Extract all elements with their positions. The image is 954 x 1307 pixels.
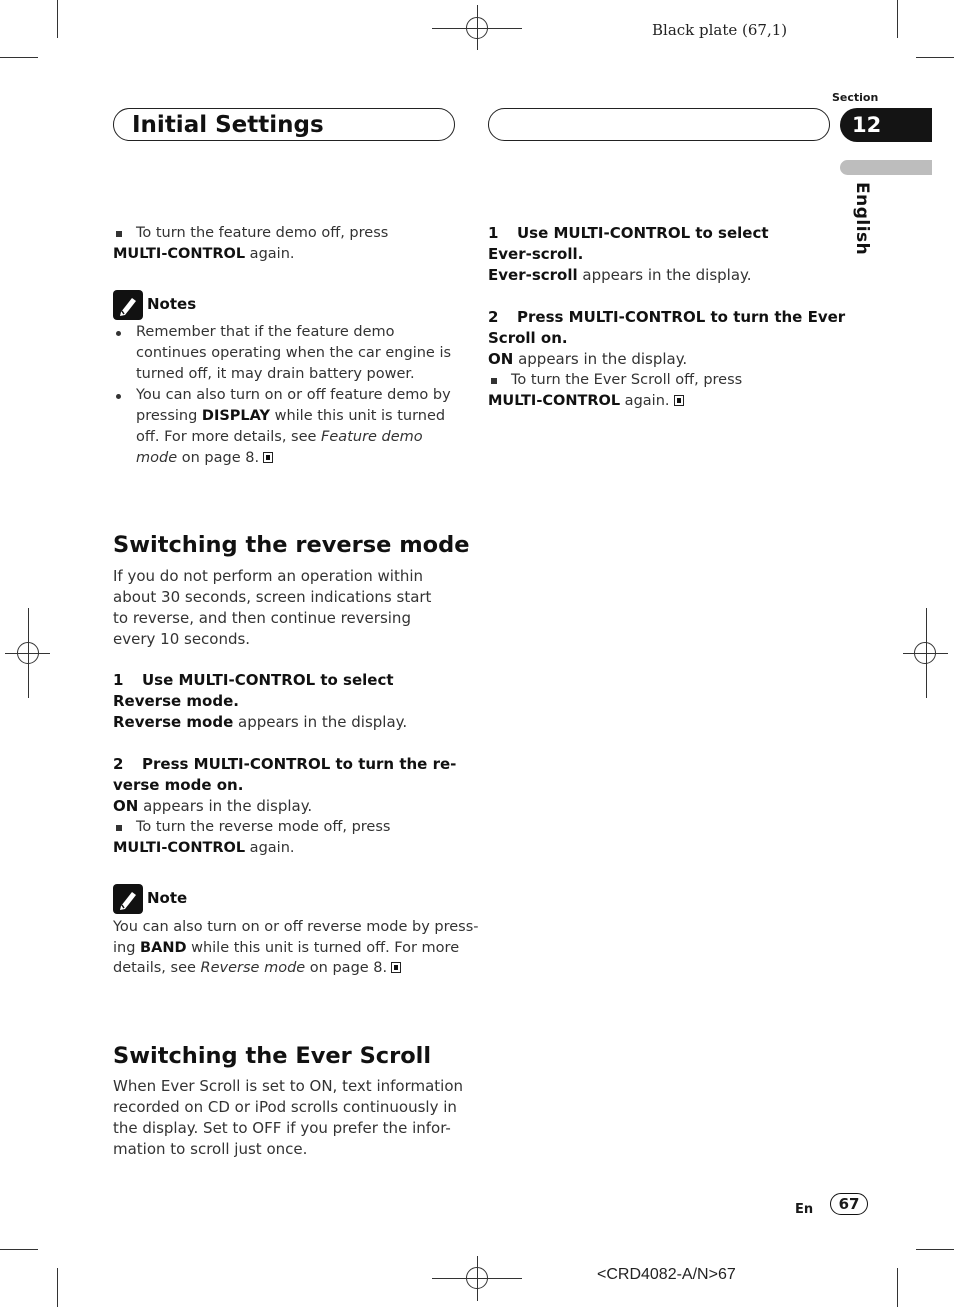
ev-step1-text2: Ever-scroll. bbox=[488, 245, 584, 263]
footer-code: <CRD4082-A/N>67 bbox=[597, 1266, 736, 1283]
crop-mark bbox=[897, 1268, 898, 1307]
demo-off-line2: MULTI-CONTROL again. bbox=[113, 246, 295, 262]
language-bar bbox=[840, 160, 932, 175]
note-line-3: details, see Reverse mode on page 8. bbox=[113, 958, 401, 979]
ev-step2-result: ON appears in the display. bbox=[488, 350, 688, 368]
note-label: Note bbox=[147, 889, 188, 907]
chapter-title: Initial Settings bbox=[132, 112, 324, 138]
ev-step2-text: Press MULTI-CONTROL to turn the Ever bbox=[517, 308, 846, 326]
rev-step1-result: Reverse mode appears in the display. bbox=[113, 713, 408, 731]
ev-off-line2: MULTI-CONTROL again. bbox=[488, 391, 684, 412]
crop-mark bbox=[916, 57, 954, 58]
page-number: 67 bbox=[830, 1193, 868, 1215]
end-mark-icon bbox=[263, 452, 273, 463]
note-line-2: ing BAND while this unit is turned off. For more bbox=[113, 940, 460, 956]
rev-off-line2: MULTI-CONTROL again. bbox=[113, 840, 295, 856]
notes-label: Notes bbox=[147, 295, 197, 313]
section-number: 12 bbox=[852, 113, 882, 137]
ev-step2-text2: Scroll on. bbox=[488, 329, 568, 347]
chapter-title-pill bbox=[113, 108, 455, 141]
ev-step1-result: Ever-scroll appears in the display. bbox=[488, 266, 752, 284]
note-item-2: You can also turn on or off feature demo by pressing DISPLAY while this unit is turned off. For more details, see Feature demo mode on page 8. bbox=[136, 387, 451, 466]
ever-scroll-heading: Switching the Ever Scroll bbox=[113, 1043, 432, 1069]
rev-step1-text: Use MULTI-CONTROL to select bbox=[142, 671, 394, 689]
rev-step1-text2: Reverse mode. bbox=[113, 692, 239, 710]
note-line-1: You can also turn on or off reverse mode by press- bbox=[113, 919, 479, 935]
reverse-intro: If you do not perform an operation within about 30 seconds, screen indications start to reverse, and then continue reversing every 10 seconds. bbox=[113, 567, 432, 648]
note-icon bbox=[113, 884, 143, 914]
registration-line bbox=[477, 1256, 478, 1301]
section-tab bbox=[840, 108, 932, 142]
ever-intro-3: the display. Set to OFF if you prefer the infor- bbox=[113, 1119, 451, 1137]
crop-mark bbox=[57, 1268, 58, 1307]
ev-step1-text: Use MULTI-CONTROL to select bbox=[517, 224, 769, 242]
ever-intro-2: recorded on CD or iPod scrolls continuously in bbox=[113, 1098, 457, 1116]
end-mark-icon bbox=[391, 962, 401, 973]
blank-title-pill bbox=[488, 108, 830, 141]
reverse-mode-heading: Switching the reverse mode bbox=[113, 532, 470, 558]
end-mark-icon bbox=[674, 395, 684, 406]
ev-step2-num: 2 bbox=[488, 308, 499, 326]
plate-label: Black plate (67,1) bbox=[652, 21, 788, 39]
registration-line bbox=[477, 5, 478, 50]
rev-off-line: To turn the reverse mode off, press bbox=[136, 819, 391, 835]
crop-mark bbox=[0, 1249, 38, 1250]
rev-step2-text: Press MULTI-CONTROL to turn the re- bbox=[142, 755, 457, 773]
crop-mark bbox=[0, 57, 38, 58]
bullet-square bbox=[491, 378, 497, 384]
bullet-square bbox=[116, 231, 122, 237]
crop-mark bbox=[916, 1249, 954, 1250]
bullet-dot bbox=[116, 394, 121, 399]
ev-step1-num: 1 bbox=[488, 224, 499, 242]
notes-icon bbox=[113, 290, 143, 320]
language-label: English bbox=[852, 182, 872, 256]
registration-line bbox=[926, 608, 927, 698]
language-code: En bbox=[795, 1202, 814, 1217]
ever-intro-1: When Ever Scroll is set to ON, text information bbox=[113, 1077, 464, 1095]
rev-step2-text2: verse mode on. bbox=[113, 776, 244, 794]
note-item-1: Remember that if the feature demo continues operating when the car engine is turned off, it may drain battery power. bbox=[136, 324, 452, 382]
ever-intro-4: mation to scroll just once. bbox=[113, 1140, 308, 1158]
crop-mark bbox=[57, 0, 58, 38]
section-label: Section bbox=[832, 91, 879, 104]
rev-step2-num: 2 bbox=[113, 755, 124, 773]
demo-off-line: To turn the feature demo off, press bbox=[136, 225, 389, 241]
crop-mark bbox=[897, 0, 898, 38]
rev-step1-num: 1 bbox=[113, 671, 124, 689]
ev-off-line: To turn the Ever Scroll off, press bbox=[511, 372, 743, 388]
bullet-square bbox=[116, 825, 122, 831]
registration-line bbox=[28, 608, 29, 698]
bullet-dot bbox=[116, 331, 121, 336]
rev-step2-result: ON appears in the display. bbox=[113, 797, 313, 815]
